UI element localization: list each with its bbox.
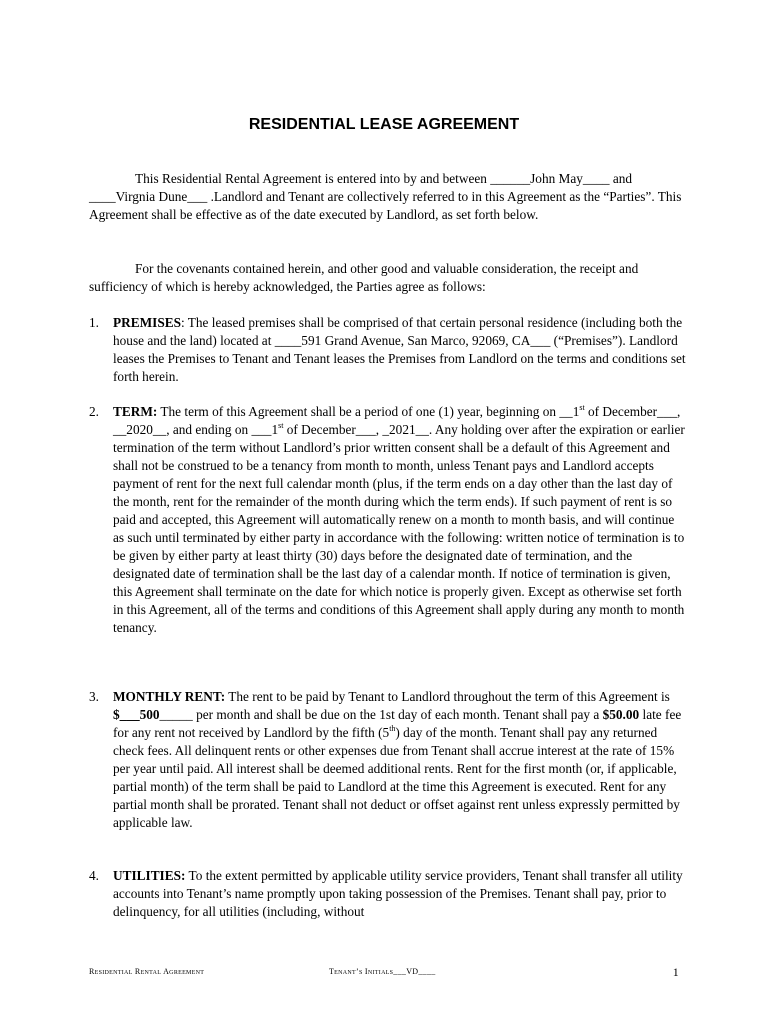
section-text: The rent to be paid by Tenant to Landlord throughout the term of this Agreement is bbox=[225, 689, 670, 704]
document-title: RESIDENTIAL LEASE AGREEMENT bbox=[248, 116, 520, 133]
section-body bbox=[113, 403, 687, 637]
section-text: To the extent permitted by applicable utility service providers, Tenant shall transfer all utility accounts into Tenant’s name promptly upon taking possession of the Premises. Tenant shall pay, prior to delinquency, for all utilities (including, without bbox=[113, 868, 683, 919]
heading-separator: : bbox=[180, 315, 185, 330]
page-number: 1 bbox=[672, 965, 679, 979]
section-heading: PREMISES bbox=[113, 315, 181, 330]
section-heading: MONTHLY RENT: bbox=[113, 689, 226, 704]
section-body bbox=[113, 688, 687, 832]
page-footer bbox=[89, 965, 689, 979]
rent-amount: $___500 bbox=[113, 707, 160, 722]
section-number: 2. bbox=[89, 404, 99, 419]
section-text: The leased premises shall be comprised of that certain personal residence (including both the house and the land) located at ____591 Grand Avenue, San Marco, 92069, CA___ (“Premises”). Landlord leases the Premises to Tenant and Tenant leases the Premises from Landlord on the terms and conditions set forth herein. bbox=[113, 315, 686, 384]
section-text: ) day of the month. Tenant shall pay any returned check fees. All delinquent rents or other expenses due from Tenant shall accrue interest at the rate of 15% per year until paid. All interest shall be deemed additional rents. Rent for the first month (or, if applicable, partial month) of the term shall be paid to Landlord at the time this Agreement is executed. Rent for any partial month shall be prorated. Tenant shall not deduct or offset against rent unless expressly permitted by applicable law. bbox=[113, 725, 680, 830]
late-fee-amount: $50.00 bbox=[602, 707, 640, 722]
section-number: 3. bbox=[89, 689, 99, 704]
section-heading: UTILITIES: bbox=[113, 868, 186, 883]
section-text: late fee for any rent not received by Landlord by the fifth (5 bbox=[113, 707, 682, 740]
footer-document-name: Residential Rental Agreement bbox=[89, 967, 205, 976]
section-text: of December___, _2021__. Any holding over after the expiration or earlier termination of the term without Landlord’s prior written consent shall be a default of this Agreement and shall not be construed to be a tenancy from month to month, unless Tenant pays and Landlord accepts payment of rent for the next full calendar month (plus, if the term ends on a day other than the last day of the month, rent for the remainder of the month during which the term ends). If such payment of rent is so paid and accepted, this Agreement will automatically renew on a month to month basis, and will continue as such until terminated by either party in accordance with the following: written notice of termination is to be given by either party at least thirty (30) days before the designated date of termination, and the designated date of termination shall be the last day of a calendar month. If notice of termination is given, this Agreement shall terminate on the date for which notice is properly given. Except as otherwise set forth in this Agreement, all of the terms and conditions of this Agreement shall apply during any month to month tenancy. bbox=[113, 422, 685, 635]
section-number: 4. bbox=[89, 868, 99, 883]
section-number: 1. bbox=[89, 315, 99, 330]
footer-tenant-initials: Tenant’s Initials___VD____ bbox=[329, 967, 436, 976]
section-body bbox=[113, 314, 687, 386]
section-text: _____ per month and shall be due on the 1st day of each month. Tenant shall pay a bbox=[159, 707, 603, 722]
section-text: of December___, __2020__, and ending on ___1 bbox=[113, 404, 681, 437]
covenants-paragraph: For the covenants contained herein, and other good and valuable consideration, the receipt and sufficiency of which is hereby acknowledged, the Parties agree as follows: bbox=[89, 261, 639, 294]
section-body bbox=[113, 867, 687, 921]
section-text: The term of this Agreement shall be a period of one (1) year, beginning on __1 bbox=[157, 404, 580, 419]
ordinal-suffix: th bbox=[389, 723, 396, 733]
ordinal-suffix: st bbox=[278, 420, 284, 430]
ordinal-suffix: st bbox=[579, 402, 585, 412]
intro-paragraph: This Residential Rental Agreement is entered into by and between ______John May____ and ____Virgnia Dune___ .Landlord and Tenant are collectively referred to in this Agreement as the “Parties”. This Agreement shall be effective as of the date executed by Landlord, as set forth below. bbox=[89, 171, 682, 222]
section-heading: TERM: bbox=[113, 404, 158, 419]
